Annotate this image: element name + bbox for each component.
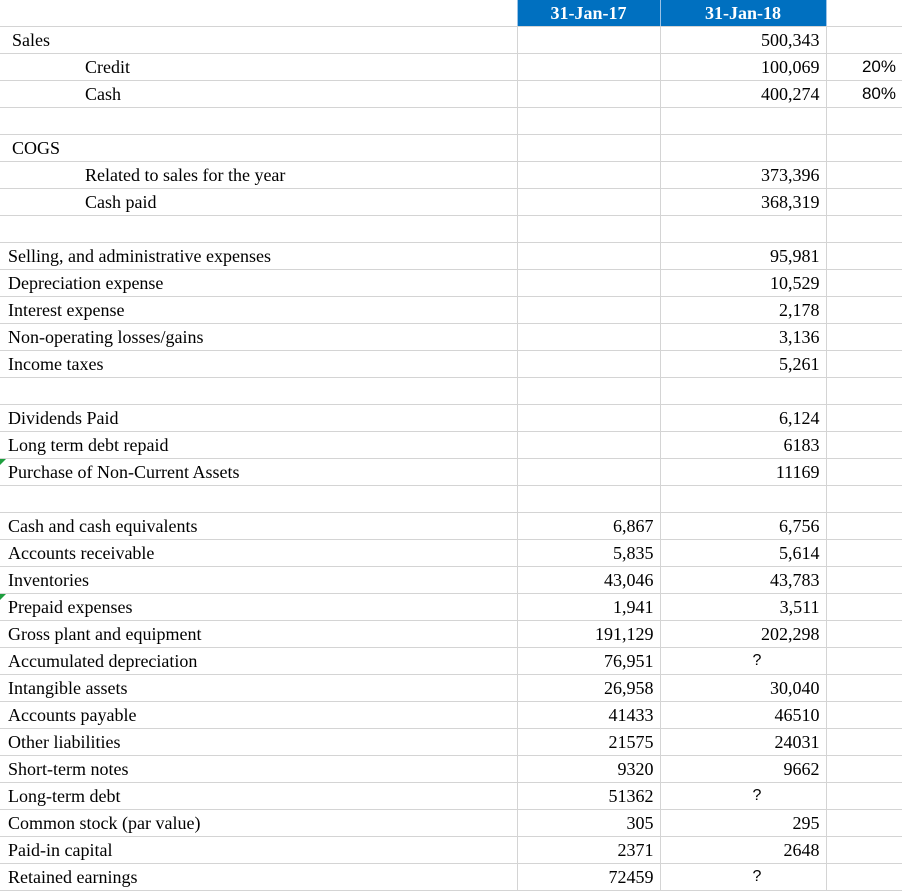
expense-label[interactable]: Non-operating losses/gains	[0, 324, 517, 351]
sales-cash-current[interactable]: 400,274	[660, 81, 826, 108]
bs-current[interactable]: 295	[660, 810, 826, 837]
cell[interactable]	[517, 189, 660, 216]
bs-prior[interactable]: 305	[517, 810, 660, 837]
bs-current[interactable]: 30,040	[660, 675, 826, 702]
table-row	[0, 162, 902, 189]
cell[interactable]	[517, 162, 660, 189]
table-row	[0, 270, 902, 297]
cell[interactable]	[826, 621, 902, 648]
cell[interactable]	[517, 27, 660, 54]
cell[interactable]	[826, 729, 902, 756]
table-row	[0, 810, 902, 837]
cell[interactable]	[517, 297, 660, 324]
bs-prior[interactable]: 26,958	[517, 675, 660, 702]
bs-label[interactable]: Inventories	[0, 567, 517, 594]
cell[interactable]	[826, 513, 902, 540]
cell[interactable]	[826, 459, 902, 486]
expense-label[interactable]: Depreciation expense	[0, 270, 517, 297]
bs-prior[interactable]: 76,951	[517, 648, 660, 675]
cell[interactable]	[826, 432, 902, 459]
cell[interactable]	[517, 405, 660, 432]
expense-current[interactable]: 10,529	[660, 270, 826, 297]
bs-label[interactable]: Paid-in capital	[0, 837, 517, 864]
outflow-label[interactable]: Long term debt repaid	[0, 432, 517, 459]
outflow-label[interactable]: Dividends Paid	[0, 405, 517, 432]
bs-current[interactable]: 2648	[660, 837, 826, 864]
table-row	[0, 567, 902, 594]
bs-prior[interactable]: 2371	[517, 837, 660, 864]
table-row	[0, 54, 902, 81]
table-row	[0, 729, 902, 756]
bs-current[interactable]: 202,298	[660, 621, 826, 648]
cell[interactable]	[826, 675, 902, 702]
cell[interactable]	[826, 486, 902, 513]
bs-label[interactable]: Accumulated depreciation	[0, 648, 517, 675]
cell[interactable]	[517, 351, 660, 378]
cell[interactable]	[826, 783, 902, 810]
cell[interactable]	[826, 702, 902, 729]
cell[interactable]	[517, 270, 660, 297]
cell[interactable]	[826, 135, 902, 162]
table-row	[0, 297, 902, 324]
bs-label[interactable]: Retained earnings	[0, 864, 517, 891]
bs-label[interactable]: Intangible assets	[0, 675, 517, 702]
cell[interactable]	[517, 81, 660, 108]
cogs-related-label[interactable]: Related to sales for the year	[0, 162, 517, 189]
cell[interactable]	[826, 189, 902, 216]
cell[interactable]	[517, 378, 660, 405]
table-row	[0, 486, 902, 513]
table-row	[0, 108, 902, 135]
table-row	[0, 675, 902, 702]
bs-label[interactable]: Accounts receivable	[0, 540, 517, 567]
bs-prior[interactable]: 9320	[517, 756, 660, 783]
cell[interactable]	[517, 486, 660, 513]
cell[interactable]	[826, 108, 902, 135]
table-row	[0, 459, 902, 486]
table-row	[0, 135, 902, 162]
expense-current[interactable]: 5,261	[660, 351, 826, 378]
cell[interactable]	[660, 135, 826, 162]
bs-prior[interactable]: 43,046	[517, 567, 660, 594]
cell[interactable]	[826, 810, 902, 837]
cell[interactable]	[660, 378, 826, 405]
cell[interactable]	[826, 324, 902, 351]
cell[interactable]	[660, 216, 826, 243]
cell[interactable]	[0, 108, 517, 135]
bs-current[interactable]: 6,756	[660, 513, 826, 540]
table-row	[0, 702, 902, 729]
bs-label[interactable]: Short-term notes	[0, 756, 517, 783]
cell[interactable]	[660, 108, 826, 135]
table-row	[0, 351, 902, 378]
cell[interactable]	[826, 837, 902, 864]
bs-current[interactable]: 3,511	[660, 594, 826, 621]
cell[interactable]	[0, 486, 517, 513]
expense-current[interactable]: 2,178	[660, 297, 826, 324]
cell[interactable]	[826, 540, 902, 567]
sales-cash-label[interactable]: Cash	[0, 81, 517, 108]
cell[interactable]	[517, 459, 660, 486]
bs-prior[interactable]: 51362	[517, 783, 660, 810]
bs-label[interactable]: Prepaid expenses	[0, 594, 517, 621]
outflow-current[interactable]: 6,124	[660, 405, 826, 432]
cell[interactable]	[826, 297, 902, 324]
cell[interactable]	[826, 594, 902, 621]
expense-current[interactable]: 3,136	[660, 324, 826, 351]
table-row	[0, 378, 902, 405]
bs-current[interactable]: ?	[660, 864, 826, 891]
bs-prior[interactable]: 191,129	[517, 621, 660, 648]
outflow-current[interactable]: 11169	[660, 459, 826, 486]
outflow-current[interactable]: 6183	[660, 432, 826, 459]
bs-prior[interactable]: 5,835	[517, 540, 660, 567]
cell[interactable]	[0, 216, 517, 243]
table-row	[0, 432, 902, 459]
table-row	[0, 27, 902, 54]
cell[interactable]	[826, 270, 902, 297]
table-row	[0, 540, 902, 567]
bs-current[interactable]: 24031	[660, 729, 826, 756]
outflow-label[interactable]: Purchase of Non-Current Assets	[0, 459, 517, 486]
table-row	[0, 783, 902, 810]
table-row	[0, 864, 902, 891]
cell[interactable]	[826, 378, 902, 405]
cell[interactable]	[517, 216, 660, 243]
table-row	[0, 243, 902, 270]
table-row	[0, 216, 902, 243]
cell[interactable]	[660, 486, 826, 513]
table-row	[0, 837, 902, 864]
bs-current[interactable]: ?	[660, 783, 826, 810]
table-row	[0, 405, 902, 432]
cell[interactable]	[826, 0, 902, 27]
bs-prior[interactable]: 1,941	[517, 594, 660, 621]
table-row	[0, 324, 902, 351]
cell[interactable]	[826, 351, 902, 378]
bs-prior[interactable]: 41433	[517, 702, 660, 729]
bs-label[interactable]: Other liabilities	[0, 729, 517, 756]
cell[interactable]	[826, 243, 902, 270]
bs-current[interactable]: ?	[660, 648, 826, 675]
cell[interactable]	[517, 243, 660, 270]
cell[interactable]	[517, 108, 660, 135]
bs-prior[interactable]: 21575	[517, 729, 660, 756]
bs-label[interactable]: Common stock (par value)	[0, 810, 517, 837]
sales-credit-pct[interactable]: 20%	[826, 54, 902, 81]
sales-cash-pct[interactable]: 80%	[826, 81, 902, 108]
cell[interactable]	[826, 864, 902, 891]
cell[interactable]	[826, 567, 902, 594]
sales-total-current[interactable]: 500,343	[660, 27, 826, 54]
cell[interactable]	[826, 756, 902, 783]
cell[interactable]	[826, 216, 902, 243]
table-row	[0, 81, 902, 108]
sales-label[interactable]: Sales	[0, 27, 517, 54]
expense-label[interactable]: Selling, and administrative expenses	[0, 243, 517, 270]
table-row	[0, 513, 902, 540]
cell[interactable]	[0, 378, 517, 405]
bs-label[interactable]: Accounts payable	[0, 702, 517, 729]
cell[interactable]	[826, 27, 902, 54]
bs-current[interactable]: 5,614	[660, 540, 826, 567]
cell[interactable]	[826, 648, 902, 675]
column-header-current[interactable]: 31-Jan-18	[660, 0, 826, 27]
bs-current[interactable]: 43,783	[660, 567, 826, 594]
table-row	[0, 648, 902, 675]
bs-current[interactable]: 9662	[660, 756, 826, 783]
cogs-cash-paid-current[interactable]: 368,319	[660, 189, 826, 216]
cell[interactable]	[826, 162, 902, 189]
expense-label[interactable]: Interest expense	[0, 297, 517, 324]
cogs-label[interactable]: COGS	[0, 135, 517, 162]
cogs-cash-paid-label[interactable]: Cash paid	[0, 189, 517, 216]
table-row	[0, 594, 902, 621]
bs-current[interactable]: 46510	[660, 702, 826, 729]
expense-current[interactable]: 95,981	[660, 243, 826, 270]
column-header-prior[interactable]: 31-Jan-17	[517, 0, 660, 27]
bs-label[interactable]: Gross plant and equipment	[0, 621, 517, 648]
sales-credit-label[interactable]: Credit	[0, 54, 517, 81]
cell[interactable]	[517, 54, 660, 81]
cell[interactable]	[517, 432, 660, 459]
cogs-related-current[interactable]: 373,396	[660, 162, 826, 189]
bs-label[interactable]: Long-term debt	[0, 783, 517, 810]
bs-label[interactable]: Cash and cash equivalents	[0, 513, 517, 540]
bs-prior[interactable]: 6,867	[517, 513, 660, 540]
cell[interactable]	[826, 405, 902, 432]
cell[interactable]	[517, 324, 660, 351]
table-row	[0, 621, 902, 648]
bs-prior[interactable]: 72459	[517, 864, 660, 891]
expense-label[interactable]: Income taxes	[0, 351, 517, 378]
header-row	[0, 0, 902, 27]
cell[interactable]	[0, 0, 517, 27]
sales-credit-current[interactable]: 100,069	[660, 54, 826, 81]
table-row	[0, 756, 902, 783]
table-row	[0, 189, 902, 216]
cell[interactable]	[517, 135, 660, 162]
